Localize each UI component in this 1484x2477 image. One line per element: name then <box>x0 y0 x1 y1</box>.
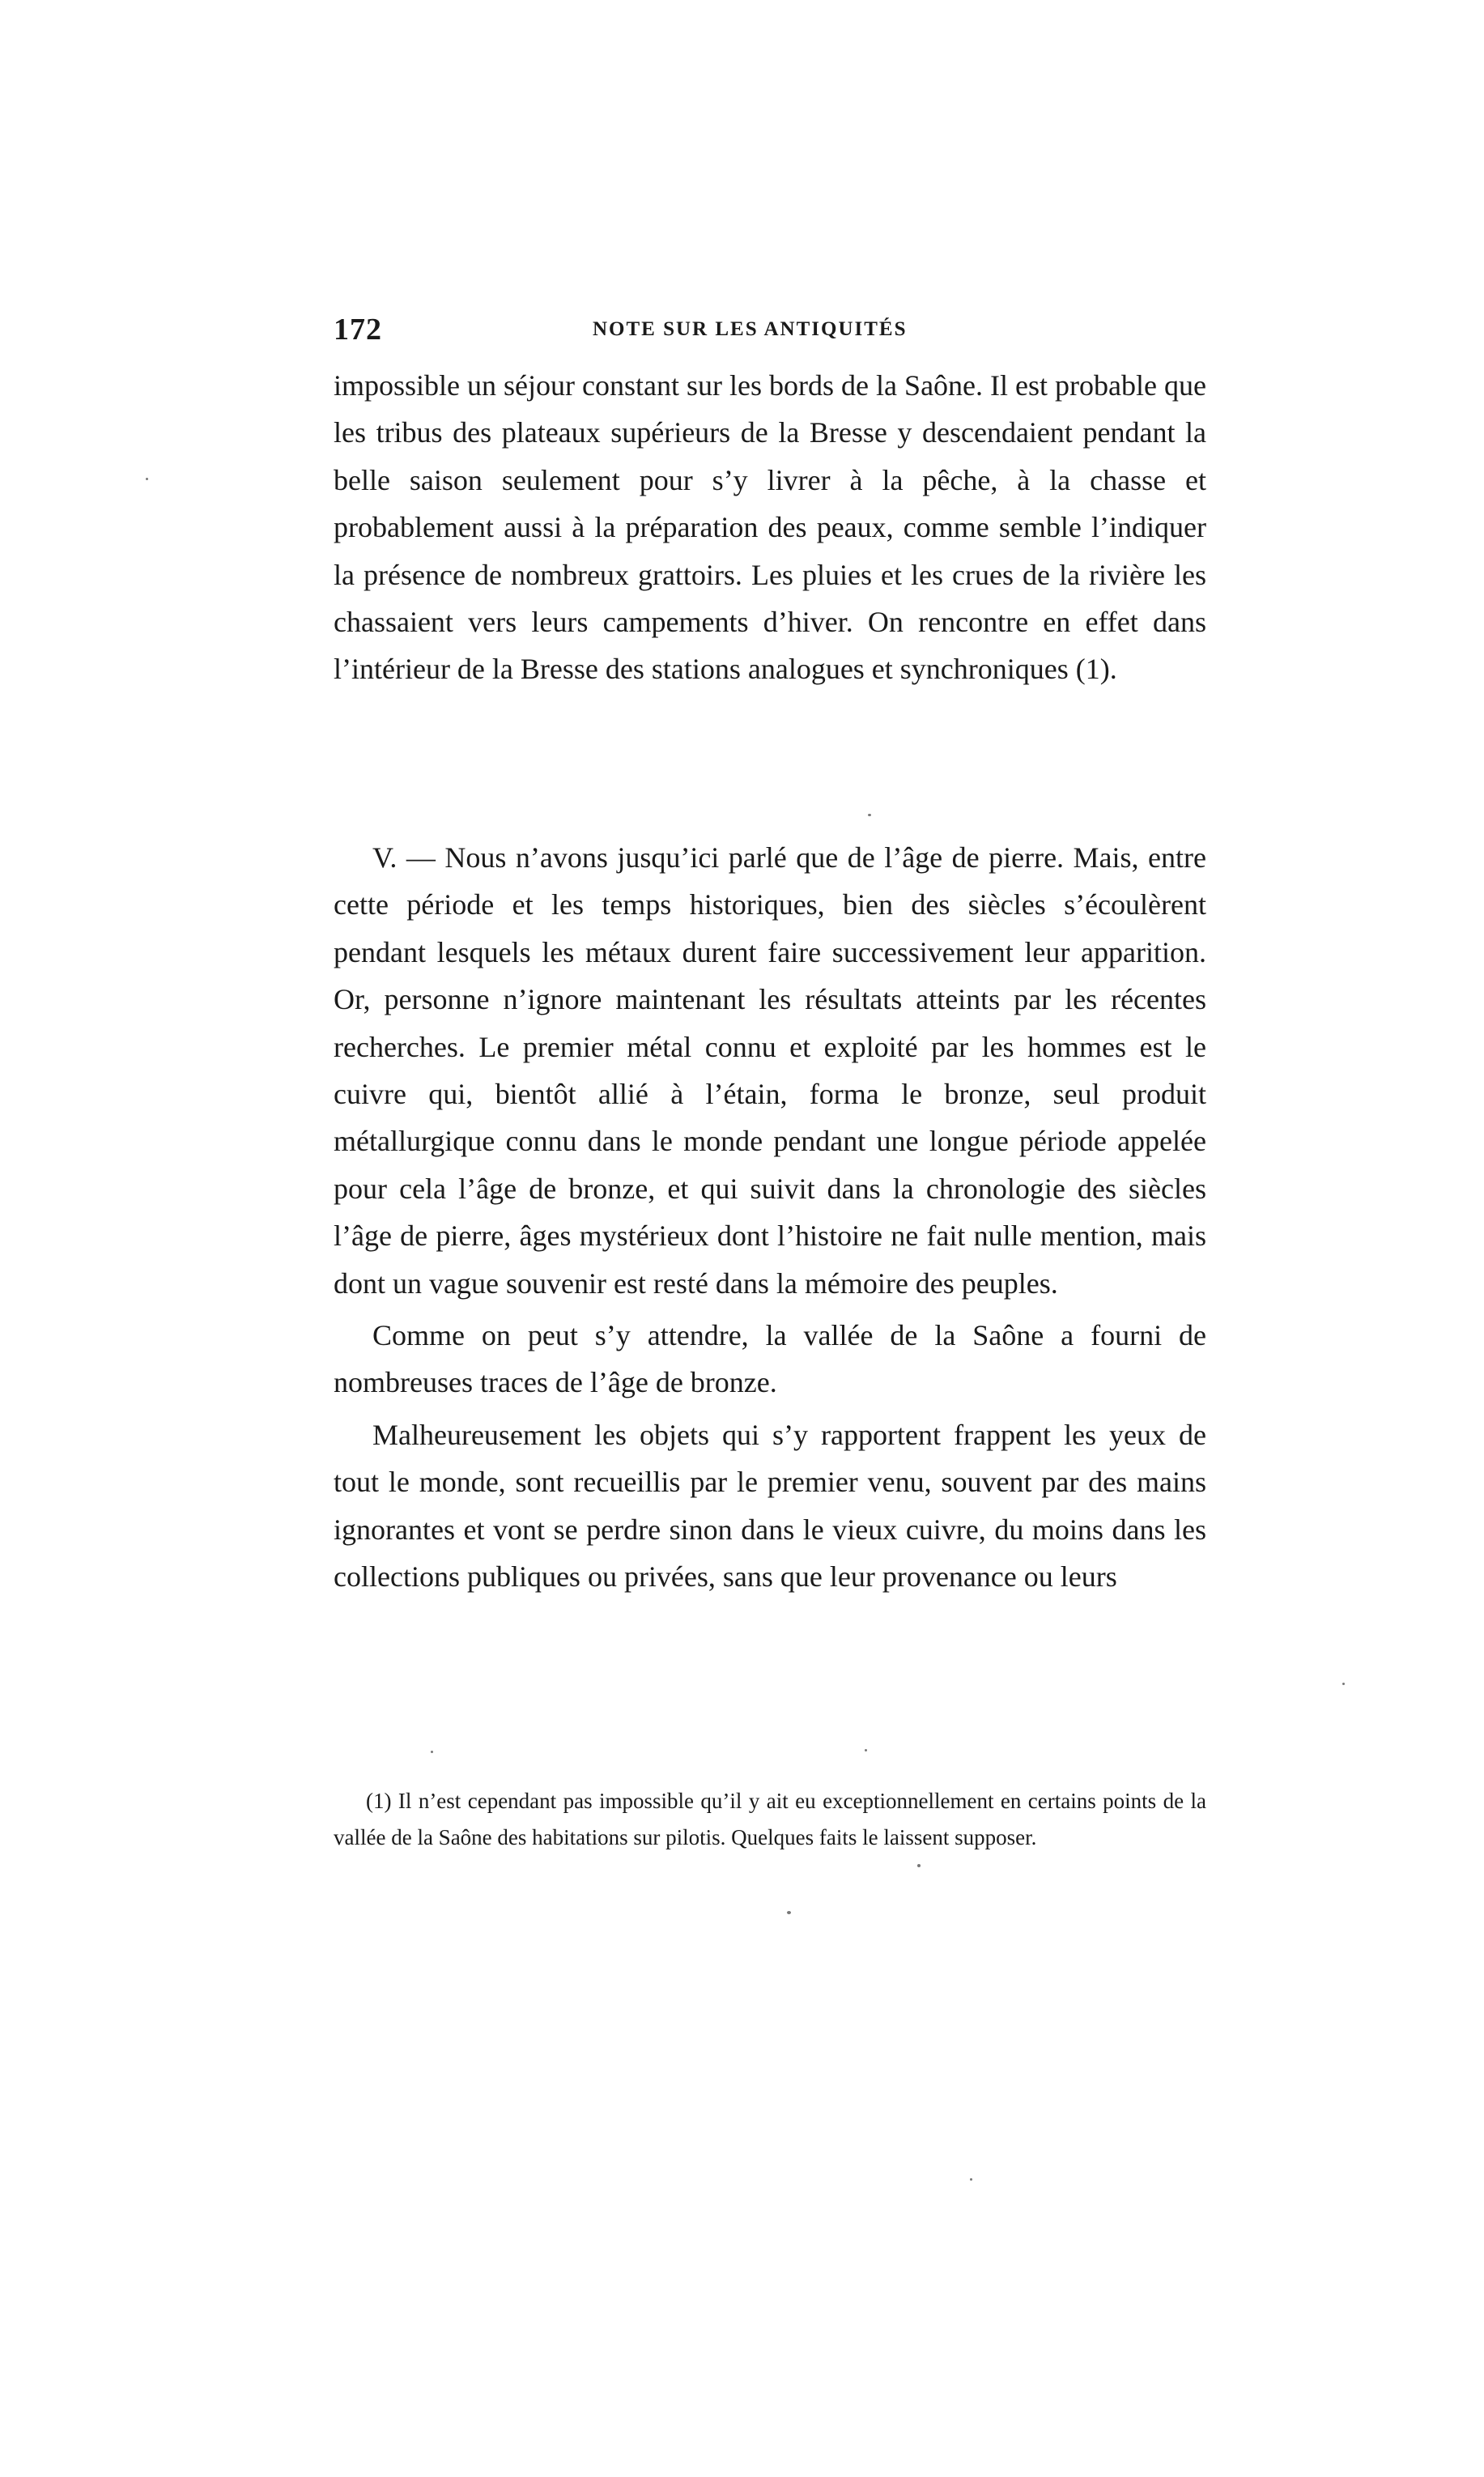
paragraph: Comme on peut s’y attendre, la vallée de la Saône a fourni de nombreuses traces de l’âge de bronze. <box>334 1319 1206 1399</box>
running-head <box>334 312 1206 352</box>
text-block-top <box>334 362 1206 693</box>
scan-speck <box>431 1751 433 1753</box>
text-block-section-v <box>334 834 1206 1601</box>
scan-speck <box>865 1749 867 1751</box>
paragraph-section-v: V. — Nous n’avons jusqu’ici parlé que de l’âge de pierre. Mais, entre cette période et les temps historiques, bien des siècles s’écoulèrent pendant lesquels les métaux durent faire successivement leur apparition. Or, personne n’ignore maintenant les résultats atteints par les récentes recherches. Le premier métal connu et exploité par les hommes est le cuivre qui, bientôt allié à l’étain, forma le bronze, seul produit métallurgique connu dans le monde pendant une longue période appelée pour cela l’âge de bronze, et qui suivit dans la chronologie des siècles l’âge de pierre, âges mystérieux dont l’histoire ne fait nulle mention, mais dont un vague souvenir est resté dans la mémoire des peuples. <box>334 841 1206 1300</box>
scan-speck <box>146 478 148 480</box>
scan-speck <box>970 2178 972 2181</box>
scan-speck <box>1342 1683 1345 1685</box>
scan-speck <box>868 814 871 816</box>
footnote: (1) Il n’est cependant pas impossible qu’il y ait eu exceptionnellement en certains points de la vallée de la Saône des habitations sur pilotis. Quelques faits le laissent supposer. <box>334 1789 1206 1849</box>
scan-speck <box>917 1864 921 1867</box>
paragraph-continuation: impossible un séjour constant sur les bords de la Saône. Il est probable que les tribus des plateaux supérieurs de la Bresse y descendaient pendant la belle saison seulement pour s’y livrer à la pêche, à la chasse et probablement aussi à la préparation des peaux, comme semble l’indiquer la présence de nombreux grattoirs. Les pluies et les crues de la rivière les chassaient vers leurs campements d’hiver. On rencontre en effet dans l’intérieur de la Bresse des stations analogues et synchroniques (1). <box>334 369 1206 686</box>
page-number: 172 <box>334 313 382 347</box>
paragraph: Malheureusement les objets qui s’y rapportent frappent les yeux de tout le monde, sont recueillis par le premier venu, souvent par des mains ignorantes et vont se perdre sinon dans le vieux cuivre, du moins dans les collections publiques ou privées, sans que leur provenance ou leurs <box>334 1418 1206 1594</box>
running-title: NOTE SUR LES ANTIQUITÉS <box>593 318 908 340</box>
scan-speck <box>787 1911 791 1914</box>
